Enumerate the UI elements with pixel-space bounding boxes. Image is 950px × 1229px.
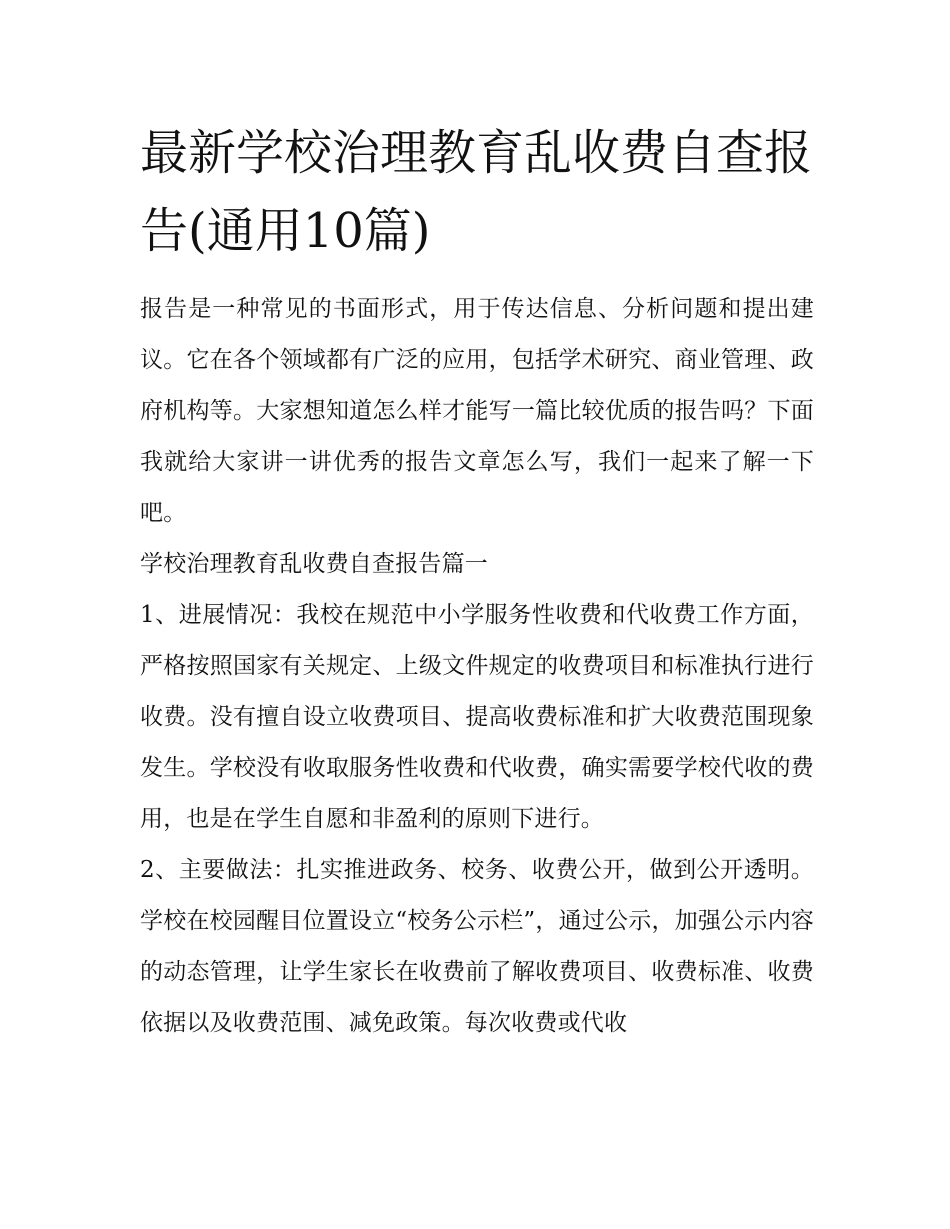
document-content	[140, 114, 814, 1049]
intro-paragraph: 报告是一种常见的书面形式，用于传达信息、分析问题和提出建议。它在各个领域都有广泛的应用，包括学术研究、商业管理、政府机构等。大家想知道怎么样才能写一篇比较优质的报告吗？下面我就给大家讲一讲优秀的报告文章怎么写，我们一起来了解一下吧。	[140, 296, 814, 526]
methods-paragraph: 2、主要做法：扎实推进政务、校务、收费公开，做到公开透明。学校在校园醒目位置设立“校务公示栏”，通过公示，加强公示内容的动态管理，让学生家长在收费前了解收费项目、收费标准、收费依据以及收费范围、减免政策。每次收费或代收	[140, 857, 814, 1036]
section-heading: 学校治理教育乱收费自查报告篇一	[140, 551, 488, 577]
document-title: 最新学校治理教育乱收费自查报告(通用10篇)	[140, 125, 813, 259]
progress-paragraph: 1、进展情况：我校在规范中小学服务性收费和代收费工作方面，严格按照国家有关规定、上级文件规定的收费项目和标准执行进行收费。没有擅自设立收费项目、提高收费标准和扩大收费范围现象发生。学校没有收取服务性收费和代收费，确实需要学校代收的费用，也是在学生自愿和非盈利的原则下进行。	[140, 602, 814, 832]
